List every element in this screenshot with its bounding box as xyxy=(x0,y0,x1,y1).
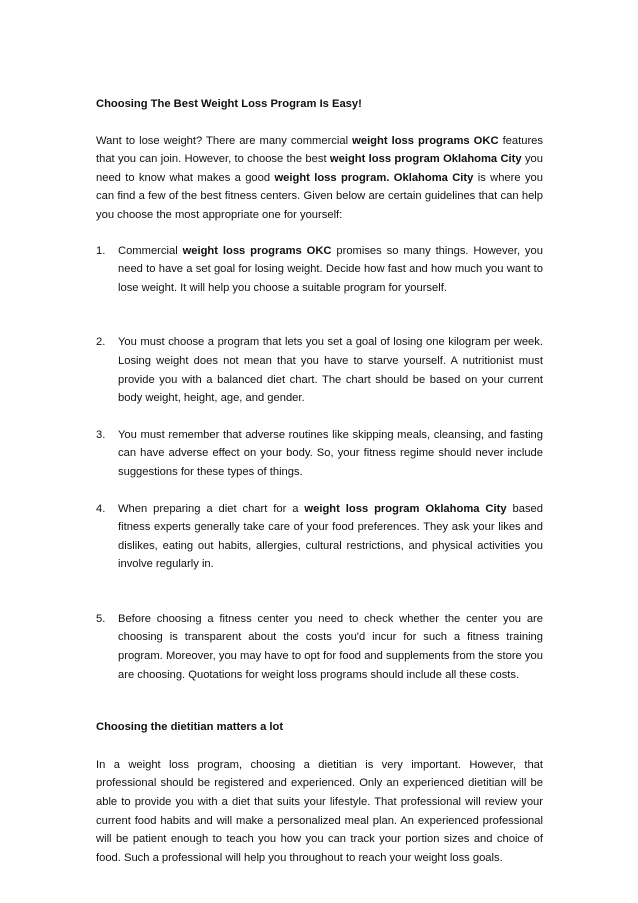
text-run: Want to lose weight? There are many commercial xyxy=(96,134,353,147)
text-run: You must remember that adverse routines like skipping meals, cleansing, and fasting can have adverse effect on your body. So, your fitness regime should never include suggestions for these types of things. xyxy=(118,428,543,478)
text-run: Commercial xyxy=(118,244,183,257)
emphasized-keyword: weight loss program Oklahoma City xyxy=(304,502,507,515)
closing-paragraph: In a weight loss program, choosing a dietitian is very important. However, that professional should be registered and experienced. Only an experienced dietitian will be able to provide you with a diet that suits your lifestyle. That professional will review your current food habits and will make a personalized meal plan. An experienced professional will be patient enough to teach you how you can track your portion sizes and choice of food. Such a professional will help you throughout to reach your weight loss goals. xyxy=(96,758,543,864)
document-title: Choosing The Best Weight Loss Program Is Easy! xyxy=(96,98,362,110)
emphasized-keyword: weight loss programs OKC xyxy=(182,244,332,257)
text-run: Before choosing a fitness center you need to check whether the center you are choosing is transparent about the costs you'd incur for such a fitness training program. Moreover, you may have to opt for food and supplements from the store you are choosing. Quotations for weight loss programs should include all these costs. xyxy=(118,612,543,681)
list-item-text xyxy=(118,336,543,404)
document-page xyxy=(96,95,543,867)
list-number: 3. xyxy=(96,428,106,441)
text-run: promises so many things. However, you need to have a set goal for losing weight. Decide how fast and how much you want to lose weight. It will help you choose a suitable program for yourself. xyxy=(118,244,543,294)
list-number: 2. xyxy=(96,336,106,349)
intro-paragraph xyxy=(96,132,543,225)
text-run: is where you can find a few of the best fitness centers. Given below are certain guidelines that can help you choose the most appropriate one for yourself: xyxy=(96,171,543,221)
list-item-text xyxy=(118,613,543,681)
list-item-text xyxy=(118,245,543,294)
list-item xyxy=(96,242,543,298)
text-run: based fitness experts generally take care of your food preferences. They ask your likes and dislikes, eating out habits, allergies, cultural restrictions, and physical activities you involve regularly in. xyxy=(118,502,543,571)
text-run: you need to know what makes a good xyxy=(96,153,543,184)
list-item xyxy=(96,333,543,407)
text-run: features that you can join. However, to choose the best xyxy=(96,134,543,166)
emphasized-keyword: weight loss program Oklahoma City xyxy=(329,153,522,166)
emphasized-keyword: weight loss programs OKC xyxy=(352,134,499,147)
list-number: 5. xyxy=(96,612,106,625)
list-item xyxy=(96,426,543,482)
guideline-list xyxy=(96,242,543,685)
list-item-text xyxy=(118,429,543,478)
section-heading: Choosing the dietitian matters a lot xyxy=(96,721,284,734)
list-item xyxy=(96,500,543,574)
list-item-text xyxy=(118,503,543,571)
text-run: When preparing a diet chart for a xyxy=(118,502,305,515)
text-run: You must choose a program that lets you set a goal of losing one kilogram per week. Losing weight does not mean that you have to starve yourself. A nutritionist must provide you with a balanced diet chart. The chart should be based on your current body weight, height, age, and gender. xyxy=(118,336,543,405)
list-number: 4. xyxy=(96,502,106,515)
list-number: 1. xyxy=(96,244,106,257)
list-item xyxy=(96,610,543,684)
emphasized-keyword: weight loss program. Oklahoma City xyxy=(274,171,474,184)
